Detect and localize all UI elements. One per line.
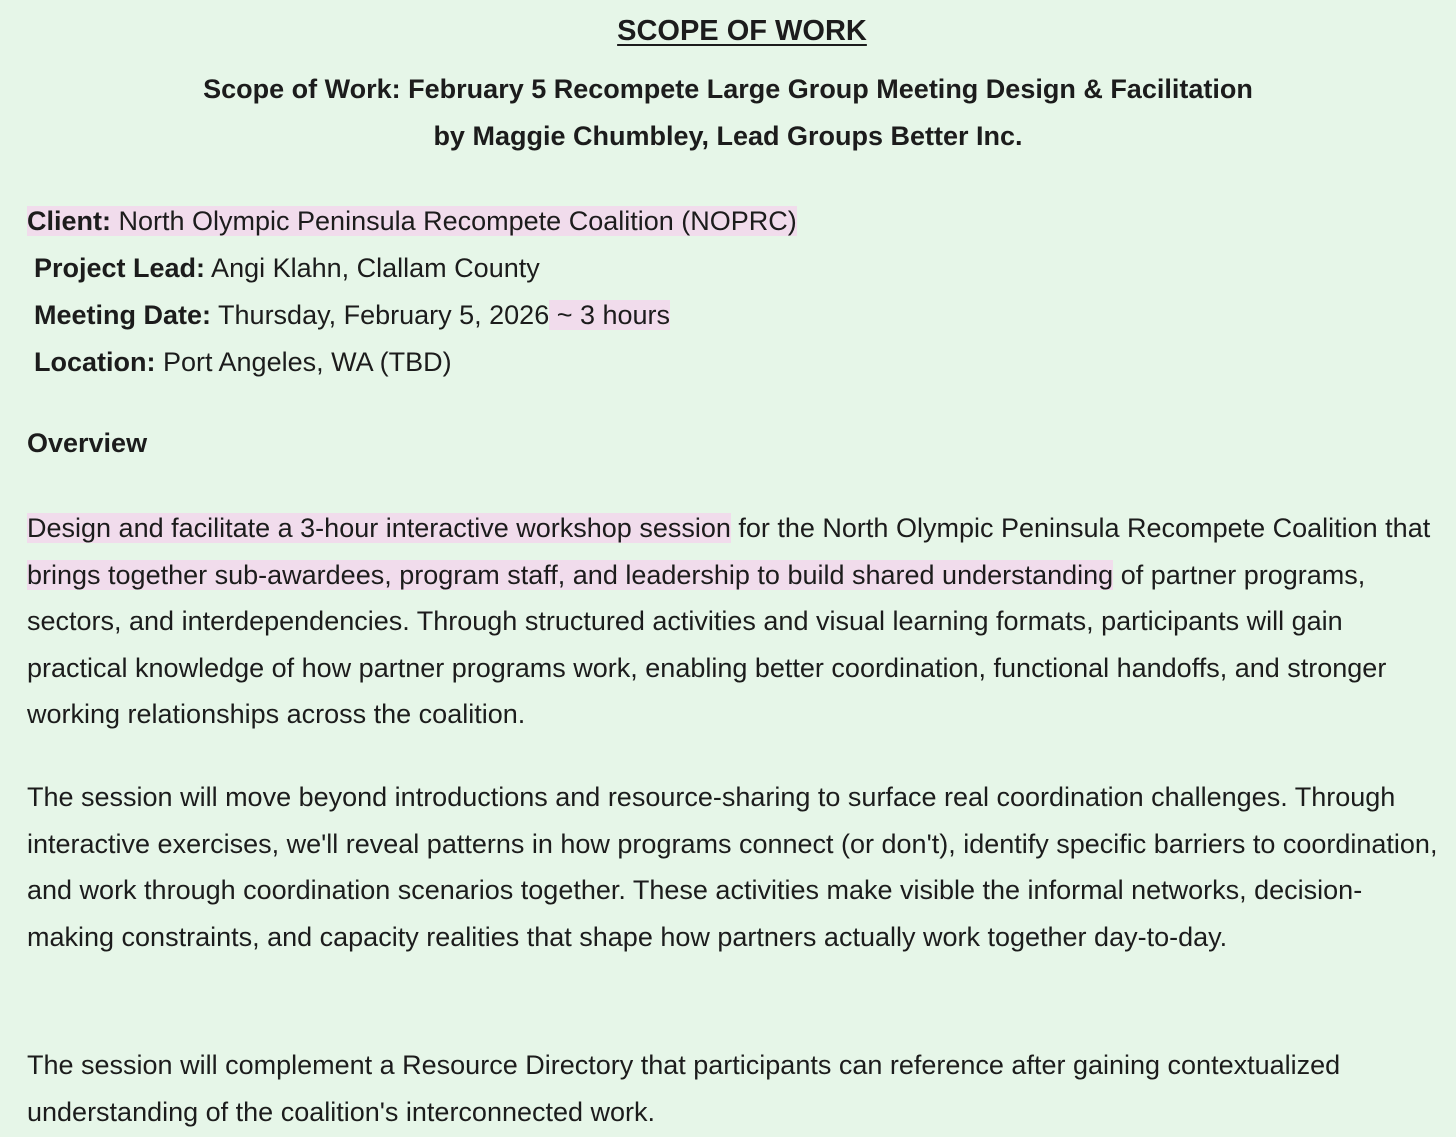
client-line <box>27 204 797 238</box>
overview-paragraph-2: The session will move beyond introductions and resource-sharing to surface real coordination challenges. Through interactive exercises, we'll reveal patterns in how programs connect (or don't), identify specific barriers to coordination, and work through coordination scenarios together. These activities make visible the informal networks, decision-making constraints, and capacity realities that shape how partners actually work together day-to-day. <box>27 782 1438 952</box>
project-lead-line <box>34 251 540 285</box>
document-author-line: by Maggie Chumbley, Lead Groups Better Inc. <box>433 121 1023 151</box>
location-line <box>34 345 452 379</box>
overview-paragraph-3: The session will complement a Resource Directory that participants can reference after gaining contextualized understanding of the coalition's interconnected work. <box>27 1050 1341 1127</box>
overview-highlight-1: Design and facilitate a 3-hour interactive workshop session <box>27 513 731 543</box>
meeting-duration: ~ 3 hours <box>549 300 671 330</box>
project-lead-label: Project Lead: <box>34 253 206 283</box>
document-heading: SCOPE OF WORK <box>617 15 867 47</box>
meeting-date-value: Thursday, February 5, 2026 <box>211 300 550 330</box>
overview-paragraph-1 <box>27 505 1447 738</box>
document-subtitle: Scope of Work: February 5 Recompete Large Group Meeting Design & Facilitation <box>203 74 1253 104</box>
client-highlight <box>27 206 797 236</box>
meeting-date-label: Meeting Date: <box>34 300 212 330</box>
overview-highlight-2: brings together sub-awardees, program staff, and leadership to build shared understanding <box>27 559 1114 590</box>
meeting-date-line <box>34 298 670 332</box>
location-value: Port Angeles, WA (TBD) <box>155 347 452 377</box>
overview-heading: Overview <box>27 428 148 458</box>
location-label: Location: <box>34 347 156 377</box>
overview-text-1: for the North Olympic Peninsula Recompete Coalition that <box>730 513 1431 543</box>
overview-text-2: of partner programs, sectors, and interdependencies. Through structured activities and visual learning formats, participants will gain practical knowledge of how partner programs work, enabling better coordination, functional handoffs, and stronger working relationships across the coalition. <box>27 559 1387 730</box>
client-label: Client: <box>27 206 111 236</box>
client-value: North Olympic Peninsula Recompete Coalition (NOPRC) <box>111 206 797 236</box>
project-lead-value: Angi Klahn, Clallam County <box>205 253 540 283</box>
